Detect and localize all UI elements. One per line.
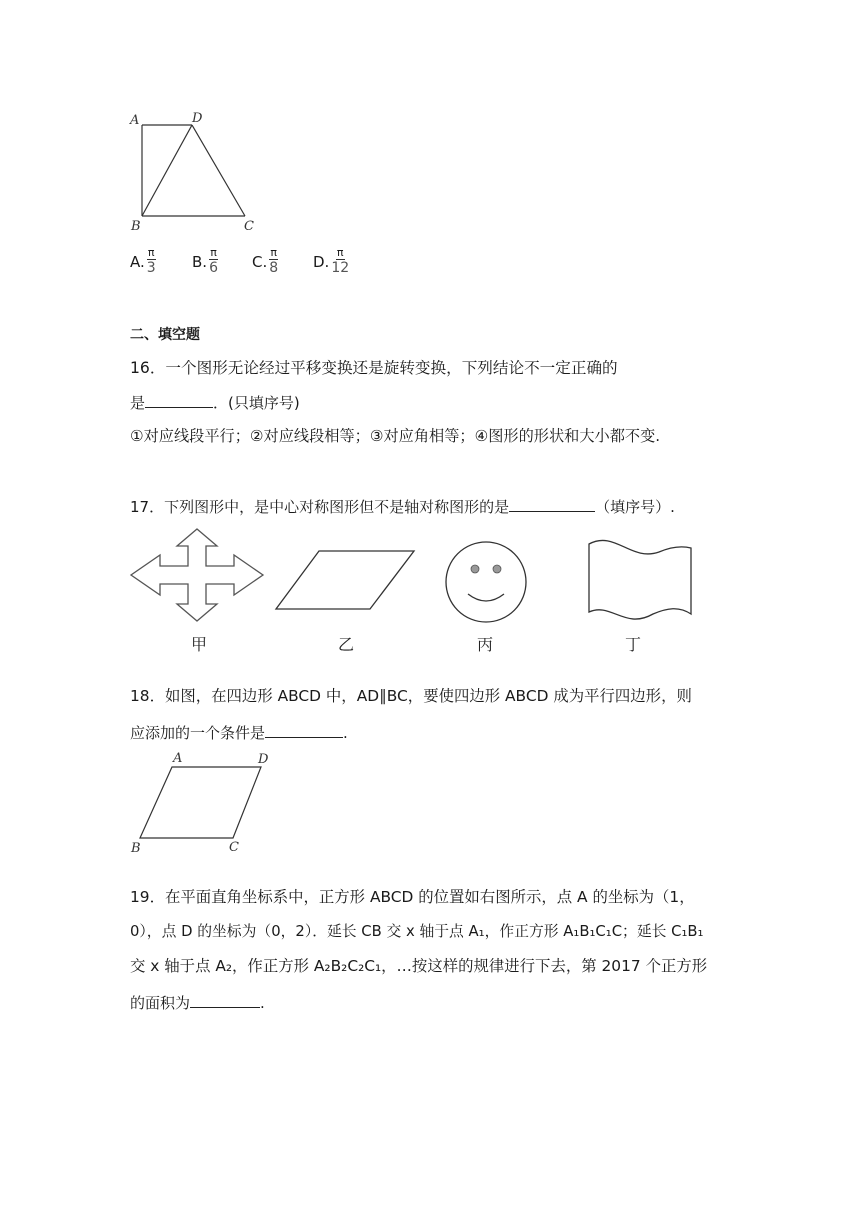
q17-text-pre: 17．下列图形中，是中心对称图形但不是轴对称图形的是 [130, 498, 510, 516]
q17-answer-blank[interactable] [509, 495, 595, 512]
q15-label-d: D [192, 111, 203, 126]
q19-line1: 19．在平面直角坐标系中，正方形 ABCD 的位置如右图所示，点 A 的坐标为（1， [130, 888, 695, 906]
q18-answer-blank[interactable] [265, 721, 343, 738]
q19-line2: 0），点 D 的坐标为（0，2）．延长 CB 交 x 轴于点 A₁，作正方形 A₁B₁C₁C；延长 C₁B₁ [130, 923, 704, 940]
fraction: $\frac{\pi}{12}$ [331, 246, 350, 276]
q16-line2 [130, 391, 300, 413]
q17-shape-ding [585, 538, 697, 622]
q15-figure [130, 112, 260, 222]
q15-label-b: B [131, 219, 141, 234]
option-key: D. [313, 252, 330, 271]
fraction: $\frac{\pi}{3}$ [146, 246, 156, 276]
option-key: A. [130, 252, 145, 271]
q19-answer-blank[interactable] [190, 991, 260, 1008]
right-eye-icon [493, 565, 501, 573]
q19-line4 [130, 991, 265, 1013]
smile-icon [468, 594, 504, 601]
q16-answer-blank[interactable] [145, 391, 213, 408]
q18-label-c: C [229, 840, 239, 855]
q15-option-c [252, 247, 280, 276]
q17-shape-yi [275, 550, 415, 610]
q15-label-a: A [130, 113, 140, 128]
q19-line3: 交 x 轴于点 A₂，作正方形 A₂B₂C₂C₁，…按这样的规律进行下去，第 2017 个正方形 [130, 957, 708, 975]
q18-label-a: A [173, 751, 183, 766]
q17-caption-ding: 丁 [625, 635, 642, 654]
q19-text-pre: 的面积为 [130, 994, 191, 1012]
q17-text-post: （填序号）. [595, 498, 675, 516]
section-title: 二、填空题 [130, 327, 200, 343]
left-eye-icon [471, 565, 479, 573]
q17-caption-yi: 乙 [338, 635, 355, 654]
option-key: C. [252, 252, 268, 271]
q19-text-post: . [260, 994, 265, 1012]
q18-line2 [130, 721, 348, 743]
q17-line1 [130, 495, 675, 517]
q15-option-d [313, 247, 351, 276]
q16-line3: ①对应线段平行；②对应线段相等；③对应角相等；④图形的形状和大小都不变. [130, 427, 661, 445]
q17-shape-bing [444, 540, 528, 624]
q15-option-a [130, 247, 158, 276]
q17-caption-bing: 丙 [477, 635, 494, 654]
q15-option-b [192, 247, 220, 276]
q18-label-b: B [131, 841, 141, 856]
q17-shape-jia [130, 528, 264, 622]
q16-text-post: ．(只填序号) [213, 394, 300, 412]
q18-label-d: D [258, 752, 269, 767]
q18-line1: 18．如图，在四边形 ABCD 中，AD∥BC，要使四边形 ABCD 成为平行四边形，则 [130, 687, 692, 705]
q18-text-pre: 应添加的一个条件是 [130, 724, 266, 742]
fraction: $\frac{\pi}{6}$ [209, 246, 218, 276]
fraction: $\frac{\pi}{8}$ [269, 246, 279, 276]
option-key: B. [192, 252, 208, 271]
q18-text-post: . [343, 724, 348, 742]
q16-line1: 16．一个图形无论经过平移变换还是旋转变换，下列结论不一定正确的 [130, 359, 618, 377]
q18-figure [134, 756, 274, 846]
q17-caption-jia: 甲 [191, 635, 208, 654]
q15-label-c: C [244, 219, 254, 234]
q16-text-pre: 是 [130, 394, 146, 412]
